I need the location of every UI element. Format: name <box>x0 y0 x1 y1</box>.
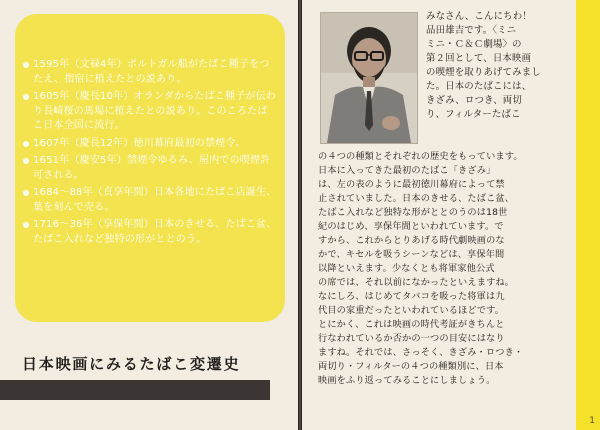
body-line: の席では、それ以前になかったといえますね。 <box>318 277 515 288</box>
portrait-illustration <box>321 13 417 143</box>
intro-line: た。日本のたばこには、 <box>426 81 532 92</box>
history-item <box>23 137 277 152</box>
bullet-icon <box>23 222 29 228</box>
body-text <box>318 150 578 388</box>
history-item-text: 1651年（慶安5年）禁煙令ゆるみ、屋内での喫煙許可される。 <box>33 155 271 181</box>
body-line: 行なわれているか否かの一つの目安にはなり <box>318 333 505 344</box>
intro-line: ミニ・Ｃ＆Ｃ劇場〉の <box>426 39 522 50</box>
history-item-text: 1607年（慶長12年）徳川幕府最初の禁煙令。 <box>33 137 246 149</box>
history-item <box>23 90 277 134</box>
body-line: 止されていました。日本のきせる、たばこ盆、 <box>318 193 515 204</box>
intro-line: きざみ、ロつき、両切 <box>426 95 522 106</box>
body-line: は、左の表のように最初徳川幕府によって禁 <box>318 179 505 190</box>
body-line: 代目の家重だったといわれているほどです。 <box>318 305 505 316</box>
history-item <box>23 58 277 87</box>
history-item-text: 1595年（文禄4年）ポルトガル船がたばこ種子をつたえ、指宿に植えたとの説あり。 <box>33 59 270 85</box>
page-title: 日本映画にみるたばこ変遷史 <box>22 355 241 373</box>
body-line: 紀のはじめ、享保年間といわれています。で <box>318 221 504 232</box>
history-item <box>23 154 277 183</box>
bullet-icon <box>23 190 29 196</box>
bullet-icon <box>23 158 29 164</box>
page-edge-band <box>576 0 600 430</box>
intro-text <box>426 10 571 122</box>
intro-line: 品田雄吉です。〈ミニ <box>426 25 517 36</box>
history-timeline-box <box>15 14 285 322</box>
bullet-icon <box>23 94 29 100</box>
history-item-text: 1684〜88年（貞享年間）日本各地にたばこ店誕生、葉を刻んで売る。 <box>33 187 277 213</box>
intro-line: みなさん、こんにちわ！ <box>426 11 532 22</box>
body-line: の４つの種類とそれぞれの歴史をもっています。 <box>318 151 523 162</box>
history-item <box>23 218 277 247</box>
body-line: かで、キセルを吸うシーンなどは、享保年間 <box>318 249 505 260</box>
intro-line: の喫煙を取りあげてみまし <box>426 67 541 78</box>
body-line: ますね。それでは、さっそく、きざみ・ロつき・ <box>318 347 524 358</box>
left-page <box>0 0 298 430</box>
body-line: すから、これからとりあげる時代劇映画のな <box>318 235 505 246</box>
body-line: なにしろ、はじめてタバコを吸った将軍は九 <box>318 291 505 302</box>
bullet-icon <box>23 62 29 68</box>
author-portrait-photo <box>320 12 418 144</box>
history-item-text: 1605年（慶長10年）オランダからたばこ種子が伝わり長崎桜の馬場に植えたとの説あり。このころたばこ日本全国に流行。 <box>33 91 276 131</box>
bullet-icon <box>23 141 29 147</box>
title-underline-bar <box>0 380 270 400</box>
body-line: 以降といえます。少なくとも将軍家他公式 <box>318 263 495 274</box>
intro-line: り、フィルターたばこ <box>426 109 521 120</box>
body-line: 両切り・フィルターの４つの種類別に、日本 <box>318 361 504 372</box>
body-line: たばこ入れなど独特な形がととのうのは18世 <box>318 207 508 218</box>
intro-line: 第２回として、日本映画 <box>426 53 532 64</box>
body-line: 日本に入ってきた最初のたばこ「きざみ」 <box>318 165 496 176</box>
body-line: 映画をふり返ってみることにしましょう。 <box>318 375 496 386</box>
history-item-text: 1716〜36年（享保年間）日本のきせる、たばこ盆、たばこ入れなど独特の形がととのう。 <box>33 219 277 245</box>
history-item <box>23 186 277 215</box>
right-page <box>302 0 600 430</box>
body-line: とにかく、これは映画の時代考証がきちんと <box>318 319 505 330</box>
page-number: 1 <box>589 416 595 426</box>
history-list <box>23 58 277 247</box>
